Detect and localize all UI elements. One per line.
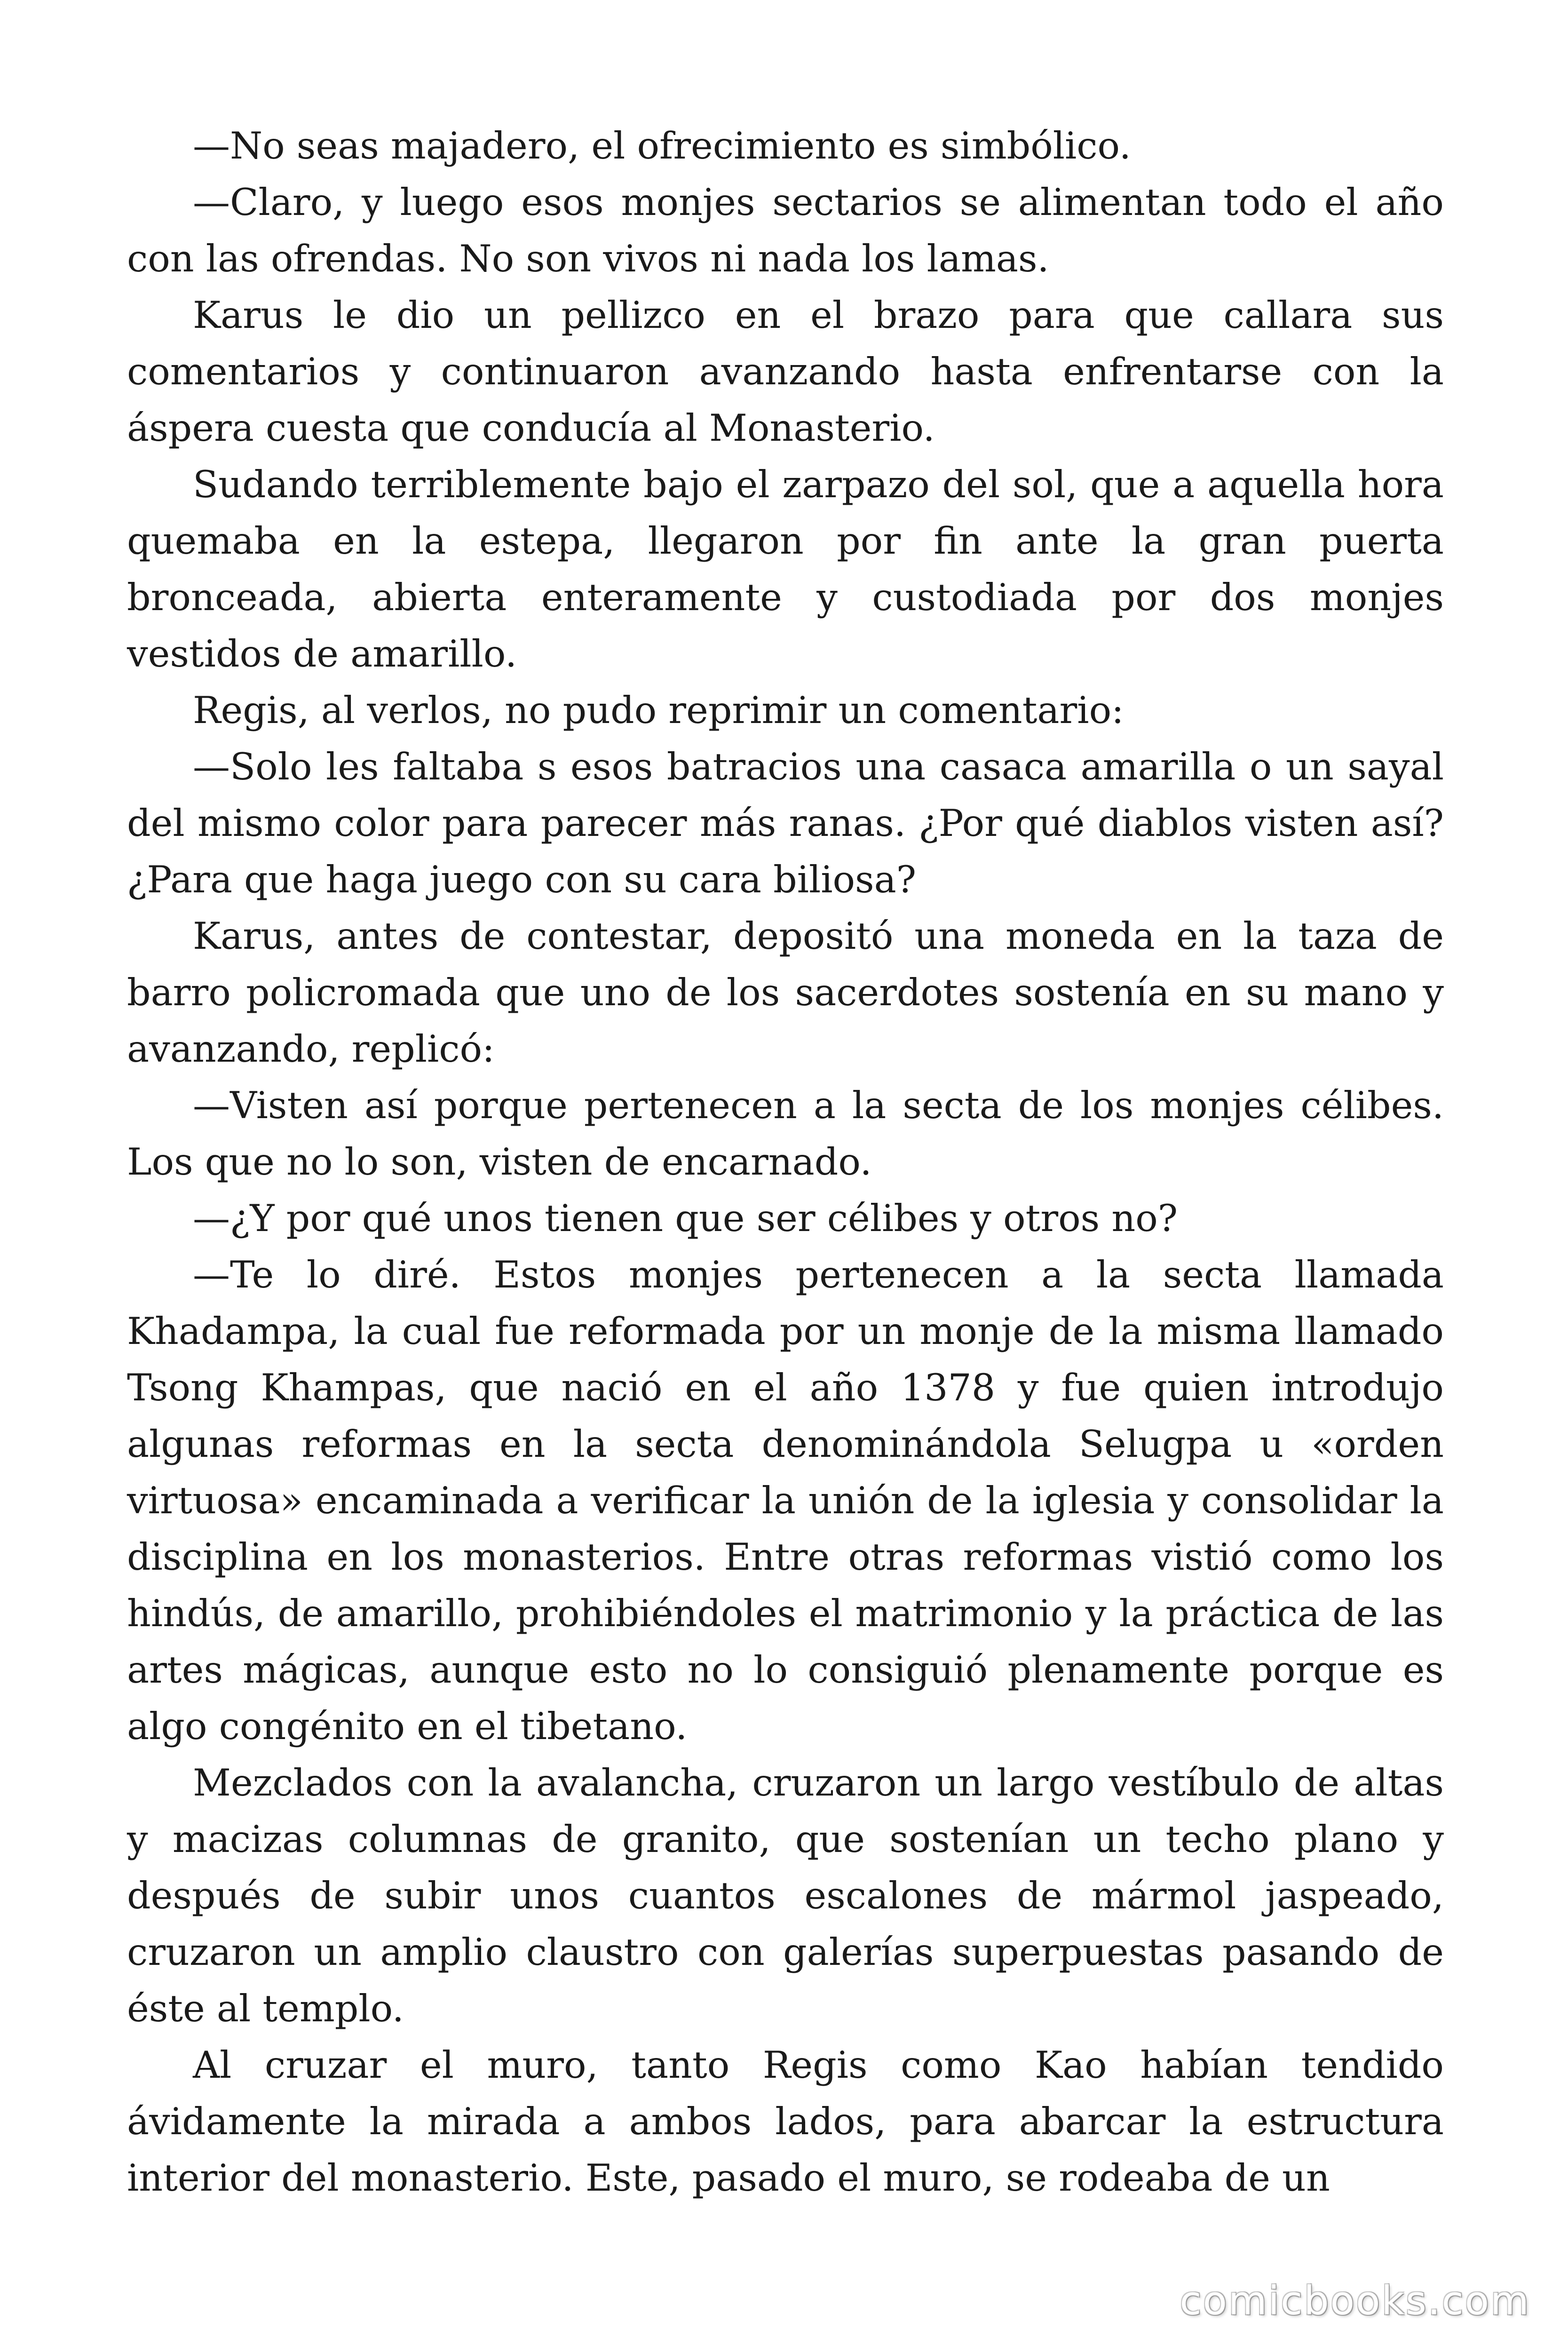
paragraph: —Visten así porque pertenecen a la secta de los monjes célibes. Los que no lo son, visten de encarnado. bbox=[127, 1084, 1444, 1184]
paragraph: Sudando terriblemente bajo el zarpazo del sol, que a aquella hora quemaba en la estepa, llegaron por fin ante la gran puerta bronceada, abierta enteramente y custodiada por dos monjes vestidos de amarillo. bbox=[127, 463, 1444, 675]
paragraph: —Claro, y luego esos monjes sectarios se alimentan todo el año con las ofrendas. No son vivos ni nada los lamas. bbox=[127, 181, 1444, 280]
paragraph: Karus le dio un pellizco en el brazo para que callara sus comentarios y continuaron avanzando hasta enfrentarse con la áspera cuesta que conducía al Monasterio. bbox=[127, 294, 1444, 450]
paragraph: —Te lo diré. Estos monjes pertenecen a la secta llamada Khadampa, la cual fue reformada por un monje de la misma llamado Tsong Khampas, que nació en el año 1378 y fue quien introdujo algunas reformas en la secta denominándola Selugpa u «orden virtuosa» encaminada a verificar la unión de la iglesia y consolidar la disciplina en los monasterios. Entre otras reformas vistió como los hindús, de amarillo, prohibiéndoles el matrimonio y la práctica de las artes mágicas, aunque esto no lo consiguió plenamente porque es algo congénito en el tibetano. bbox=[127, 1253, 1444, 1748]
paragraph: Mezclados con la avalancha, cruzaron un largo vestíbulo de altas y macizas columnas de granito, que sostenían un techo plano y después de subir unos cuantos escalones de mármol jaspeado, cruzaron un amplio claustro con galerías superpuestas pasando de éste al templo. bbox=[127, 1761, 1444, 2030]
watermark: comicbooks.com bbox=[1180, 2278, 1530, 2324]
paragraph: Al cruzar el muro, tanto Regis como Kao habían tendido ávidamente la mirada a ambos lados, para abarcar la estructura interior del monasterio. Este, pasado el muro, se rodeaba de un bbox=[127, 2043, 1444, 2200]
book-page bbox=[127, 118, 1444, 2234]
paragraph: —¿Y por qué unos tienen que ser célibes y otros no? bbox=[193, 1197, 1178, 1240]
paragraph: —No seas majadero, el ofrecimiento es simbólico. bbox=[193, 124, 1131, 167]
paragraph: Karus, antes de contestar, depositó una moneda en la taza de barro policromada que uno de los sacerdotes sostenía en su mano y avanzando, replicó: bbox=[127, 914, 1444, 1071]
paragraph: —Solo les faltaba s esos batracios una casaca amarilla o un sayal del mismo color para parecer más ranas. ¿Por qué diablos visten así? ¿Para que haga juego con su cara biliosa? bbox=[127, 745, 1444, 901]
paragraph: Regis, al verlos, no pudo reprimir un comentario: bbox=[193, 689, 1124, 732]
